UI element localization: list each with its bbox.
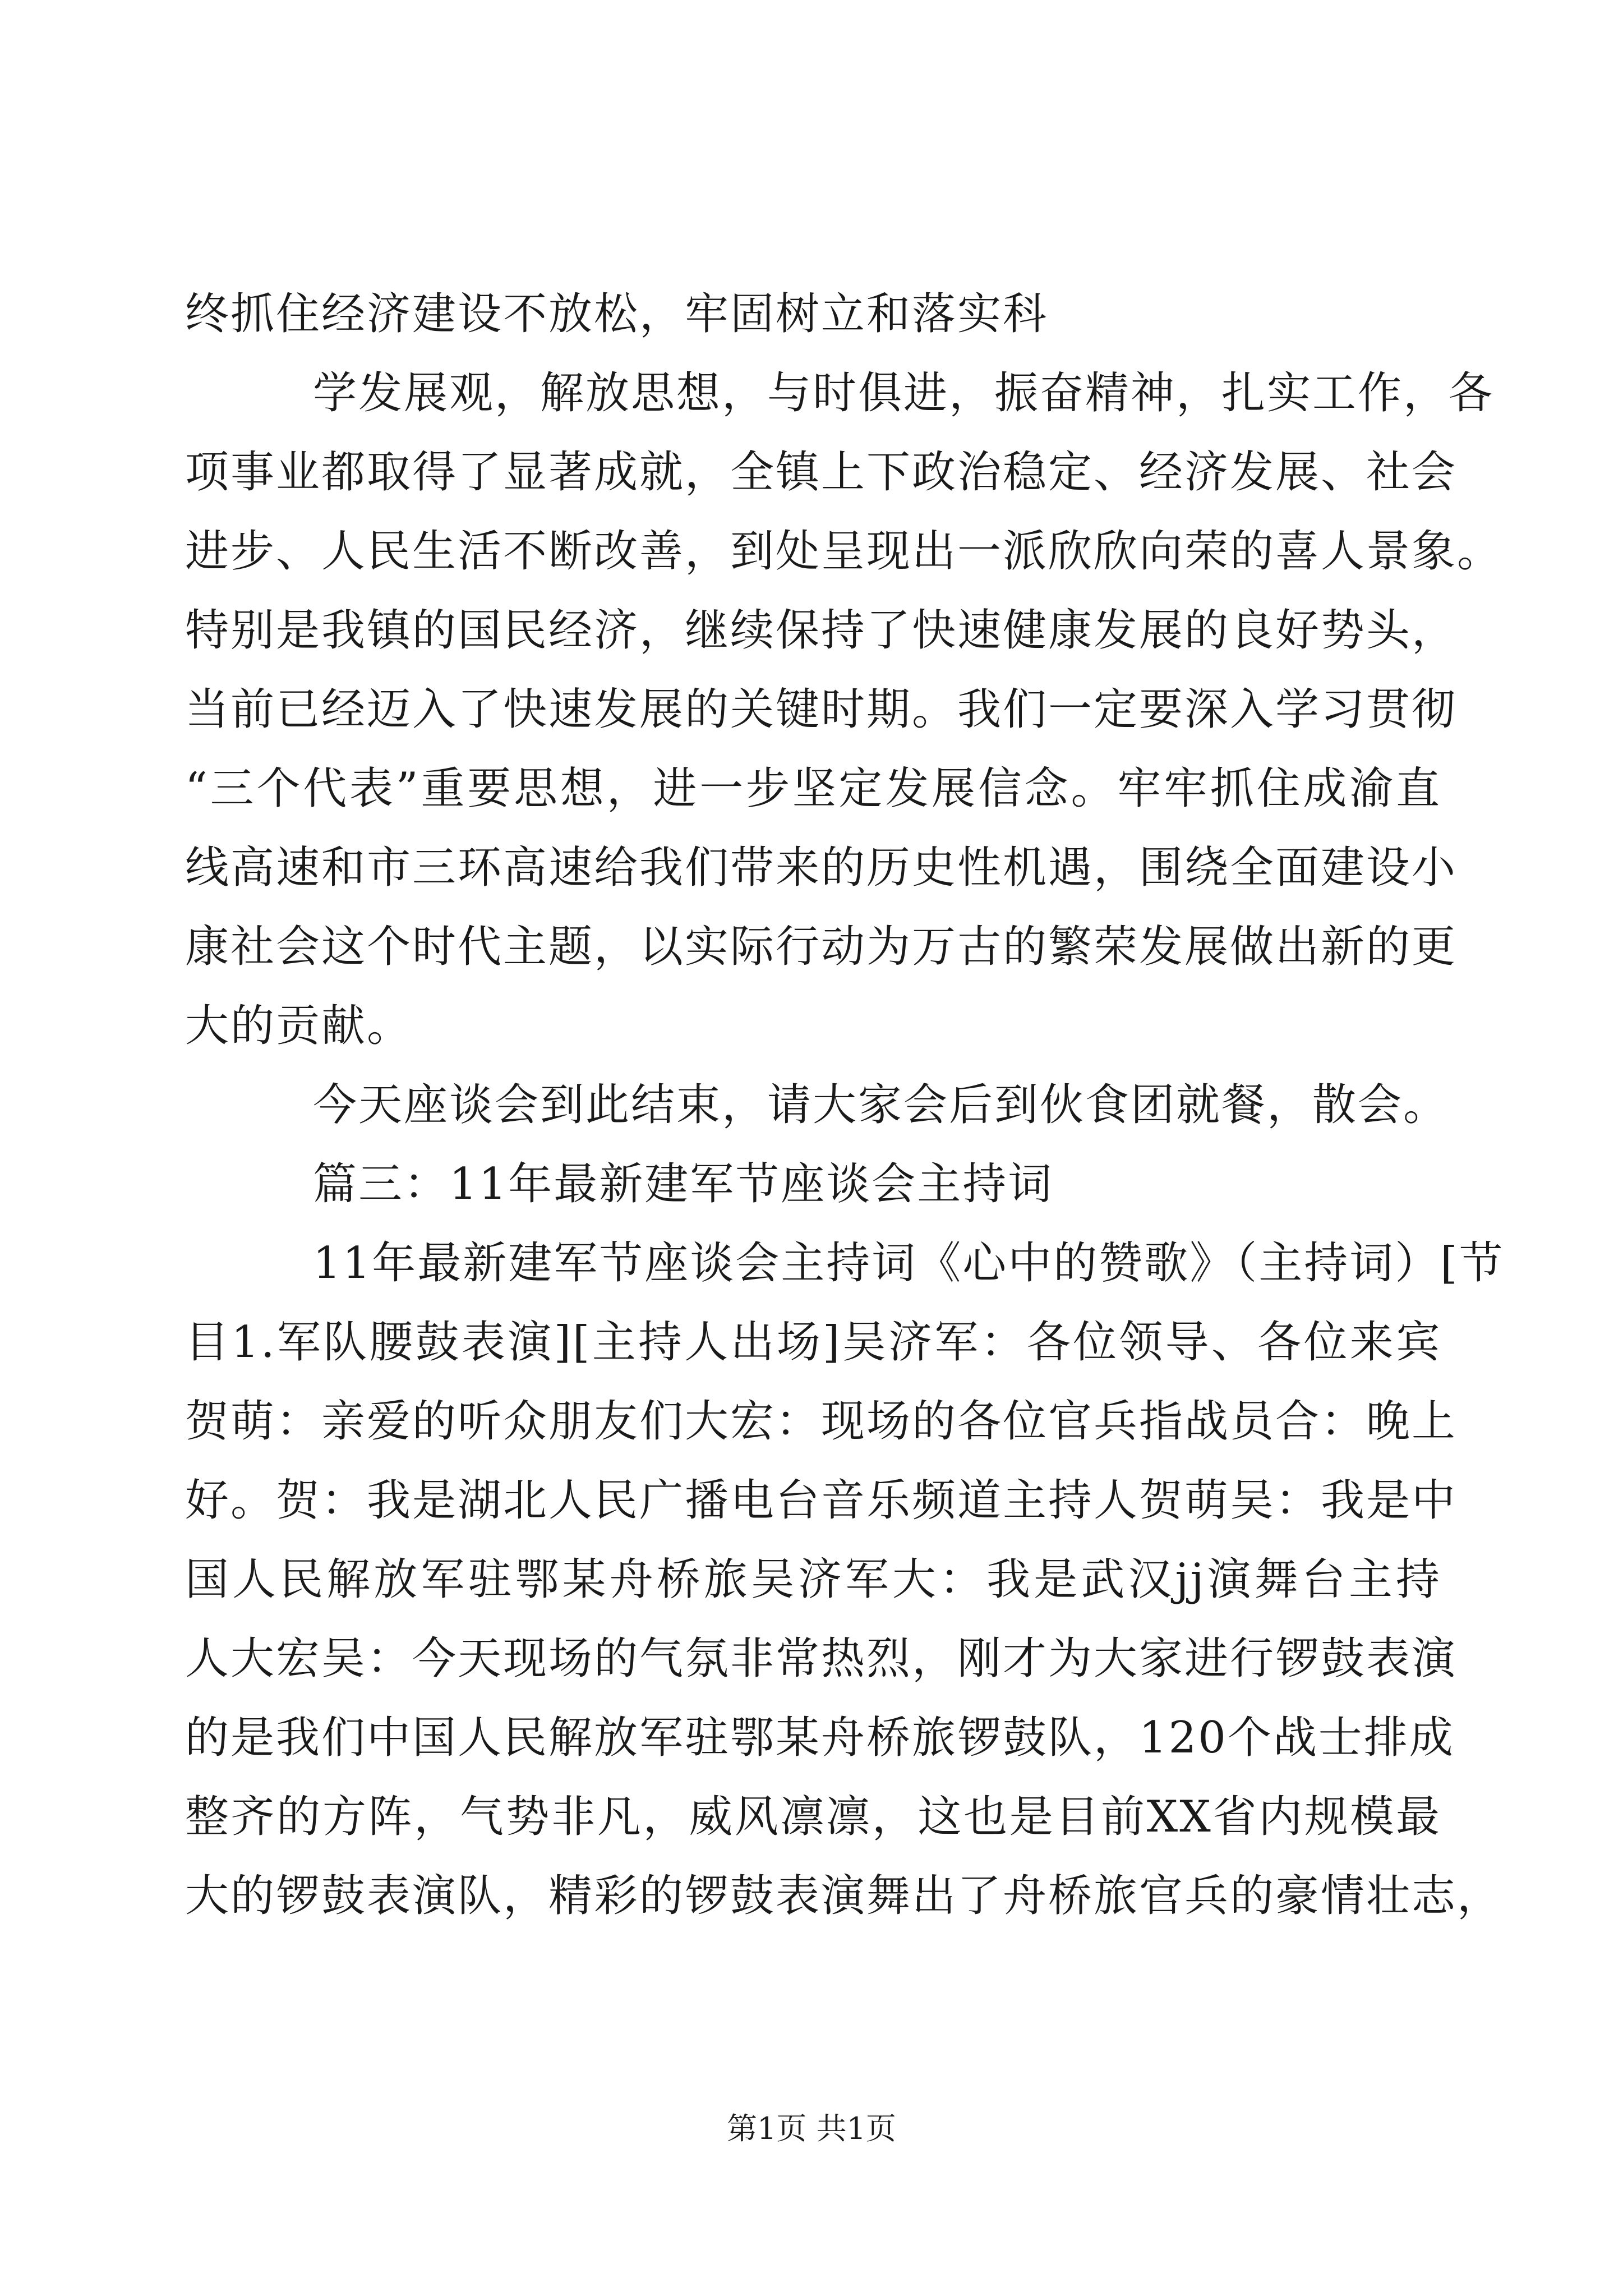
text-line: 线高速和市三环高速给我们带来的历史性机遇，围绕全面建设小: [185, 843, 1458, 893]
text-line: 当前已经迈入了快速发展的关键时期。我们一定要深入学习贯彻: [185, 684, 1458, 735]
text-line: 特别是我镇的国民经济，继续保持了快速健康发展的良好势头，: [185, 605, 1458, 656]
page-footer: 第1页 共1页: [727, 2111, 896, 2146]
text-line: 大的贡献。: [185, 1001, 413, 1051]
text-line: 进步、人民生活不断改善，到处呈现出一派欣欣向荣的喜人景象。: [185, 526, 1503, 577]
text-line: 好。贺：我是湖北人民广播电台音乐频道主持人贺萌吴：我是中: [185, 1475, 1458, 1526]
text-line: 项事业都取得了显著成就，全镇上下政治稳定、经济发展、社会: [185, 447, 1458, 498]
text-line: 终抓住经济建设不放松，牢固树立和落实科: [185, 289, 1049, 339]
text-line: 学发展观，解放思想，与时俱进，振奋精神，扎实工作，各: [313, 368, 1495, 418]
text-line: 11年最新建军节座谈会主持词《心中的赞歌》（主持词）[节: [313, 1238, 1505, 1289]
text-line: 目1.军队腰鼓表演][主持人出场]吴济军：各位领导、各位来宾: [185, 1317, 1441, 1368]
text-line: 人大宏吴：今天现场的气氛非常热烈，刚才为大家进行锣鼓表演: [185, 1634, 1458, 1684]
text-line: 的是我们中国人民解放军驻鄂某舟桥旅锣鼓队，120个战士排成: [185, 1713, 1455, 1763]
text-line: 康社会这个时代主题，以实际行动为万古的繁荣发展做出新的更: [185, 922, 1458, 972]
text-line: 贺萌：亲爱的听众朋友们大宏：现场的各位官兵指战员合：晚上: [185, 1396, 1458, 1447]
body-text: [185, 275, 1505, 1936]
text-line: 国人民解放军驻鄂某舟桥旅吴济军大：我是武汉jj演舞台主持: [185, 1554, 1441, 1605]
text-line: 篇三：11年最新建军节座谈会主持词: [313, 1159, 1054, 1209]
text-line: 今天座谈会到此结束，请大家会后到伙食团就餐，散会。: [313, 1080, 1449, 1130]
text-line: 整齐的方阵，气势非凡，威风凛凛，这也是目前XX省内规模最: [185, 1792, 1441, 1842]
text-line: “三个代表”重要思想，进一步坚定发展信念。牢牢抓住成渝直: [185, 763, 1441, 814]
text-line: 大的锣鼓表演队，精彩的锣鼓表演舞出了舟桥旅官兵的豪情壮志，: [185, 1871, 1503, 1921]
